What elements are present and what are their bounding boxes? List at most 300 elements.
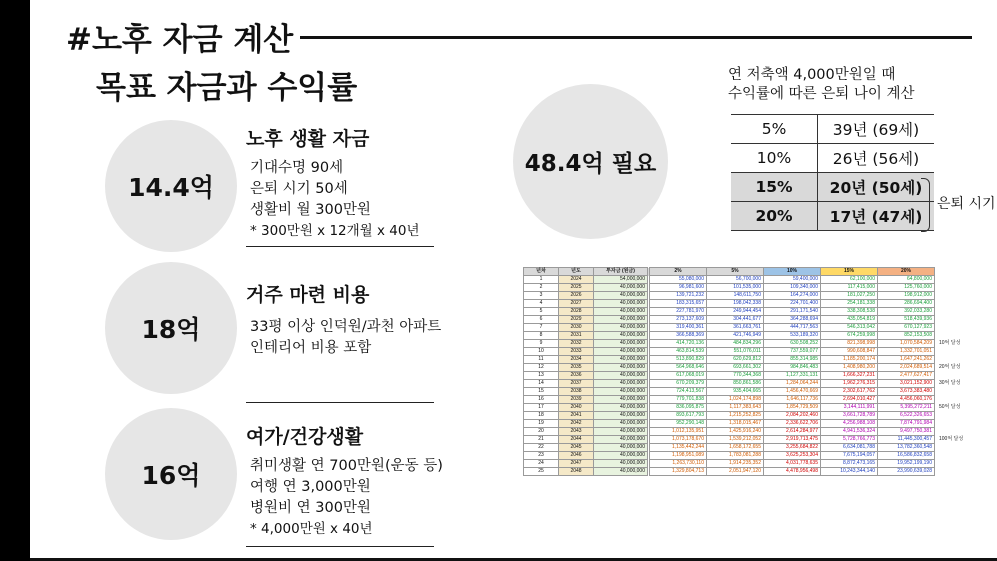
cell-principal: 54,000,000 (594, 276, 648, 284)
milestone-label (935, 396, 976, 404)
cell-year-index: 6 (524, 316, 559, 324)
cell-rate-15: 8,872,473,165 (821, 460, 878, 468)
sim-row (524, 452, 976, 460)
cell-rate-5: 1,024,174,898 (707, 396, 764, 404)
cell-rate-10: 2,919,713,475 (764, 436, 821, 444)
cell-rate-15: 5,728,766,773 (821, 436, 878, 444)
cell-rate-2: 724,413,567 (650, 388, 707, 396)
milestone-label (935, 372, 976, 380)
milestone-label (935, 452, 976, 460)
cell-rate-2: 273,137,609 (650, 316, 707, 324)
cell-rate-2: 564,968,646 (650, 364, 707, 372)
body-line: 인테리어 비용 포함 (250, 340, 372, 356)
cell-principal: 40,000,000 (594, 412, 648, 420)
header-rate-15: 15% (821, 268, 878, 276)
section-title-living: 노후 생활 자금 (246, 128, 370, 150)
sim-row (524, 316, 976, 324)
cell-rate-5: 1,117,383,643 (707, 404, 764, 412)
header-principal: 투자금 (원금) (594, 268, 648, 276)
sim-row (524, 332, 976, 340)
cell-rate-2: 893,617,793 (650, 412, 707, 420)
cell-year: 2027 (559, 300, 594, 308)
cell-rate-15: 6,634,081,788 (821, 444, 878, 452)
cell-rate-15: 7,675,194,057 (821, 452, 878, 460)
note-line: 연 저축액 4,000만원일 때 (728, 67, 896, 83)
cell-year-index: 8 (524, 332, 559, 340)
body-line: 생활비 월 300만원 (250, 202, 371, 218)
cell-rate-15: 4,256,988,108 (821, 420, 878, 428)
cell-year: 2038 (559, 388, 594, 396)
cell-rate-20: 7,874,791,984 (878, 420, 935, 428)
milestone-label (935, 444, 976, 452)
rate-cell: 5% (731, 115, 818, 144)
amount-circle-living (105, 120, 237, 252)
cell-rate-10: 1,456,470,669 (764, 388, 821, 396)
cell-year: 2039 (559, 396, 594, 404)
cell-rate-20: 2,024,689,514 (878, 364, 935, 372)
cell-rate-2: 55,080,000 (650, 276, 707, 284)
milestone-label: 100억 달성 (939, 436, 964, 442)
cell-rate-10: 1,854,729,509 (764, 404, 821, 412)
cell-rate-15: 181,027,250 (821, 292, 878, 300)
cell-year-index: 20 (524, 428, 559, 436)
cell-rate-5: 56,700,000 (707, 276, 764, 284)
milestone-label (935, 468, 976, 476)
cell-year: 2035 (559, 364, 594, 372)
cell-rate-5: 361,663,761 (707, 324, 764, 332)
rate-cell: 20% (731, 202, 818, 231)
milestone-label (935, 348, 976, 356)
cell-rate-5: 770,344,368 (707, 372, 764, 380)
cell-rate-5: 198,042,338 (707, 300, 764, 308)
cell-year-index: 22 (524, 444, 559, 452)
cell-rate-15: 4,941,536,324 (821, 428, 878, 436)
sim-row (524, 276, 976, 284)
milestone-label: 50억 달성 (939, 404, 961, 410)
milestone-label (935, 460, 976, 468)
cell-rate-10: 291,171,540 (764, 308, 821, 316)
sim-row (524, 436, 976, 444)
rate-cell: 10% (731, 144, 818, 173)
cell-principal: 40,000,000 (594, 404, 648, 412)
cell-rate-10: 3,255,684,822 (764, 444, 821, 452)
milestone-label (935, 420, 976, 428)
cell-rate-10: 3,625,253,304 (764, 452, 821, 460)
header-year-index: 년차 (524, 268, 559, 276)
sim-row (524, 300, 976, 308)
cell-rate-15: 2,694,010,427 (821, 396, 878, 404)
cell-rate-2: 1,012,135,951 (650, 428, 707, 436)
cell-rate-2: 139,721,232 (650, 292, 707, 300)
cell-rate-10: 533,189,320 (764, 332, 821, 340)
sim-row (524, 468, 976, 476)
cell-principal: 40,000,000 (594, 340, 648, 348)
age-cell: 20년 (50세) (818, 173, 935, 202)
cell-principal: 40,000,000 (594, 372, 648, 380)
cell-rate-5: 101,535,000 (707, 284, 764, 292)
cell-rate-2: 1,135,442,244 (650, 444, 707, 452)
cell-principal: 40,000,000 (594, 452, 648, 460)
body-line: * 300만원 x 12개월 x 40년 (250, 223, 420, 239)
milestone-label (935, 316, 976, 324)
retirement-brace (921, 178, 930, 232)
section-body-living (250, 158, 420, 242)
cell-rate-10: 1,284,064,244 (764, 380, 821, 388)
cell-year: 2042 (559, 420, 594, 428)
cell-year: 2036 (559, 372, 594, 380)
sim-row (524, 420, 976, 428)
sim-row (524, 348, 976, 356)
cell-rate-15: 3,144,111,991 (821, 404, 878, 412)
cell-principal: 40,000,000 (594, 436, 648, 444)
total-circle (513, 84, 668, 239)
sim-row (524, 308, 976, 316)
cell-year-index: 10 (524, 348, 559, 356)
cell-year: 2047 (559, 460, 594, 468)
cell-year: 2024 (559, 276, 594, 284)
body-line: 병원비 연 300만원 (250, 500, 371, 516)
sim-row (524, 356, 976, 364)
cell-rate-15: 62,100,000 (821, 276, 878, 284)
body-line: * 4,000만원 x 40년 (250, 521, 373, 537)
cell-rate-5: 1,658,172,655 (707, 444, 764, 452)
header-rate-20: 20% (878, 268, 935, 276)
cell-principal: 40,000,000 (594, 292, 648, 300)
sim-row (524, 364, 976, 372)
cell-rate-2: 96,981,600 (650, 284, 707, 292)
cell-rate-20: 1,070,584,209 (878, 340, 935, 348)
section-title-leisure: 여가/건강생활 (246, 426, 364, 448)
cell-principal: 40,000,000 (594, 356, 648, 364)
cell-year: 2046 (559, 452, 594, 460)
cell-year-index: 17 (524, 404, 559, 412)
cell-year: 2045 (559, 444, 594, 452)
cell-rate-15: 2,302,617,762 (821, 388, 878, 396)
cell-rate-10: 109,340,000 (764, 284, 821, 292)
return-row (731, 115, 934, 144)
body-line: 기대수명 90세 (250, 160, 344, 176)
cell-rate-15: 338,308,538 (821, 308, 878, 316)
sim-row (524, 396, 976, 404)
cell-rate-10: 984,846,483 (764, 364, 821, 372)
cell-rate-20: 286,694,400 (878, 300, 935, 308)
cell-rate-10: 855,314,985 (764, 356, 821, 364)
note-line: 수익률에 따른 은퇴 나이 계산 (728, 86, 915, 102)
cell-rate-5: 1,914,235,352 (707, 460, 764, 468)
retirement-label: 은퇴 시기 (937, 196, 996, 212)
cell-rate-5: 304,441,677 (707, 316, 764, 324)
cell-year: 2033 (559, 348, 594, 356)
cell-rate-2: 1,329,804,713 (650, 468, 707, 476)
sim-row (524, 460, 976, 468)
cell-principal: 40,000,000 (594, 420, 648, 428)
section-divider (246, 402, 434, 403)
cell-rate-15: 435,054,819 (821, 316, 878, 324)
cell-rate-20: 198,912,000 (878, 292, 935, 300)
cell-rate-10: 630,508,252 (764, 340, 821, 348)
cell-year: 2031 (559, 332, 594, 340)
cell-rate-2: 1,198,951,089 (650, 452, 707, 460)
cell-rate-2: 617,068,019 (650, 372, 707, 380)
cell-rate-20: 13,782,360,548 (878, 444, 935, 452)
milestone-label (935, 308, 976, 316)
simulation-table (523, 267, 976, 476)
total-amount: 48.4억 필요 (524, 151, 657, 177)
section-title-housing: 거주 마련 비용 (246, 284, 370, 306)
cell-rate-5: 1,215,252,825 (707, 412, 764, 420)
cell-year-index: 25 (524, 468, 559, 476)
cell-year: 2041 (559, 412, 594, 420)
cell-rate-10: 2,614,284,977 (764, 428, 821, 436)
cell-rate-10: 1,646,117,736 (764, 396, 821, 404)
cell-rate-2: 836,095,875 (650, 404, 707, 412)
amount-living: 14.4억 (128, 173, 214, 202)
cell-rate-5: 850,861,586 (707, 380, 764, 388)
cell-rate-2: 183,315,657 (650, 300, 707, 308)
cell-rate-10: 59,400,000 (764, 276, 821, 284)
cell-rate-2: 513,890,829 (650, 356, 707, 364)
milestone-label (935, 332, 976, 340)
return-row-highlight (731, 173, 934, 202)
milestone-label (935, 356, 976, 364)
milestone-label (935, 324, 976, 332)
cell-rate-20: 4,456,060,176 (878, 396, 935, 404)
cell-rate-5: 935,404,665 (707, 388, 764, 396)
cell-year-index: 1 (524, 276, 559, 284)
cell-rate-20: 5,395,272,211 (878, 404, 935, 412)
cell-rate-2: 1,073,178,670 (650, 436, 707, 444)
age-cell: 26년 (56세) (818, 144, 935, 173)
cell-rate-20: 11,445,300,457 (878, 436, 935, 444)
page-subtitle: 목표 자금과 수익률 (96, 70, 358, 106)
cell-year: 2043 (559, 428, 594, 436)
cell-rate-2: 414,720,136 (650, 340, 707, 348)
cell-rate-5: 620,629,812 (707, 356, 764, 364)
cell-rate-10: 4,478,956,498 (764, 468, 821, 476)
cell-rate-20: 64,800,000 (878, 276, 935, 284)
cell-rate-20: 9,497,750,381 (878, 428, 935, 436)
cell-rate-2: 366,588,369 (650, 332, 707, 340)
cell-rate-15: 1,962,276,315 (821, 380, 878, 388)
cell-rate-5: 249,944,454 (707, 308, 764, 316)
sim-header-row (524, 268, 976, 276)
cell-rate-10: 4,031,778,635 (764, 460, 821, 468)
cell-year-index: 12 (524, 364, 559, 372)
cell-principal: 40,000,000 (594, 428, 648, 436)
cell-rate-2: 779,701,838 (650, 396, 707, 404)
cell-rate-15: 546,313,042 (821, 324, 878, 332)
amount-leisure: 16억 (141, 461, 201, 490)
milestone-label: 20억 달성 (939, 364, 961, 370)
cell-rate-15: 254,181,338 (821, 300, 878, 308)
cell-rate-5: 1,783,081,288 (707, 452, 764, 460)
cell-year-index: 3 (524, 292, 559, 300)
cell-rate-15: 117,415,000 (821, 284, 878, 292)
title-underline (300, 36, 972, 39)
cell-year-index: 18 (524, 412, 559, 420)
cell-year: 2028 (559, 308, 594, 316)
cell-rate-5: 1,425,916,240 (707, 428, 764, 436)
cell-rate-2: 319,400,361 (650, 324, 707, 332)
cell-principal: 40,000,000 (594, 380, 648, 388)
cell-year-index: 7 (524, 324, 559, 332)
cell-rate-2: 952,290,148 (650, 420, 707, 428)
cell-principal: 40,000,000 (594, 332, 648, 340)
body-line: 취미생활 연 700만원(운동 등) (250, 458, 443, 474)
left-accent-bar (0, 0, 30, 561)
age-cell: 17년 (47세) (818, 202, 935, 231)
section-body-leisure (250, 456, 443, 540)
cell-principal: 40,000,000 (594, 396, 648, 404)
cell-year: 2034 (559, 356, 594, 364)
cell-year-index: 23 (524, 452, 559, 460)
body-line: 33평 이상 인덕원/과천 아파트 (250, 319, 442, 335)
cell-rate-20: 16,586,832,658 (878, 452, 935, 460)
cell-year-index: 2 (524, 284, 559, 292)
amount-circle-leisure (105, 408, 237, 540)
cell-rate-5: 1,539,212,052 (707, 436, 764, 444)
milestone-label: 30억 달성 (939, 380, 961, 386)
cell-rate-20: 392,033,280 (878, 308, 935, 316)
body-line: 여행 연 3,000만원 (250, 479, 371, 495)
body-line: 은퇴 시기 50세 (250, 181, 348, 197)
cell-year-index: 13 (524, 372, 559, 380)
cell-rate-10: 2,084,202,460 (764, 412, 821, 420)
cell-principal: 40,000,000 (594, 300, 648, 308)
cell-rate-20: 6,522,326,653 (878, 412, 935, 420)
amount-housing: 18억 (141, 315, 201, 344)
cell-rate-15: 1,408,980,200 (821, 364, 878, 372)
section-divider (246, 246, 434, 247)
cell-rate-10: 364,288,694 (764, 316, 821, 324)
cell-rate-5: 2,051,947,120 (707, 468, 764, 476)
cell-year-index: 16 (524, 396, 559, 404)
cell-rate-15: 1,185,200,174 (821, 356, 878, 364)
cell-rate-20: 19,952,199,190 (878, 460, 935, 468)
cell-rate-5: 148,611,750 (707, 292, 764, 300)
cell-principal: 40,000,000 (594, 324, 648, 332)
cell-rate-20: 670,127,923 (878, 324, 935, 332)
cell-rate-15: 821,398,998 (821, 340, 878, 348)
sim-row (524, 284, 976, 292)
cell-year: 2040 (559, 404, 594, 412)
retirement-note (728, 66, 915, 104)
sim-row (524, 428, 976, 436)
cell-year-index: 4 (524, 300, 559, 308)
cell-principal: 40,000,000 (594, 388, 648, 396)
cell-year: 2048 (559, 468, 594, 476)
cell-rate-20: 2,477,627,417 (878, 372, 935, 380)
sim-row (524, 388, 976, 396)
cell-year-index: 19 (524, 420, 559, 428)
cell-principal: 40,000,000 (594, 308, 648, 316)
sim-row (524, 404, 976, 412)
header-rate-10: 10% (764, 268, 821, 276)
cell-rate-20: 125,760,000 (878, 284, 935, 292)
cell-rate-10: 224,701,400 (764, 300, 821, 308)
cell-rate-20: 518,439,936 (878, 316, 935, 324)
cell-rate-20: 3,673,383,480 (878, 388, 935, 396)
milestone-label (935, 388, 976, 396)
cell-rate-2: 463,814,539 (650, 348, 707, 356)
sim-row (524, 380, 976, 388)
rate-cell: 15% (731, 173, 818, 202)
cell-rate-2: 670,209,379 (650, 380, 707, 388)
sim-row (524, 412, 976, 420)
cell-year-index: 14 (524, 380, 559, 388)
cell-year-index: 9 (524, 340, 559, 348)
cell-rate-5: 693,661,302 (707, 364, 764, 372)
cell-year: 2032 (559, 340, 594, 348)
return-row (731, 144, 934, 173)
milestone-label (935, 292, 976, 300)
milestone-label (935, 276, 976, 284)
cell-rate-15: 10,243,344,140 (821, 468, 878, 476)
milestone-label (935, 300, 976, 308)
cell-year: 2044 (559, 436, 594, 444)
cell-rate-15: 1,666,327,231 (821, 372, 878, 380)
cell-principal: 40,000,000 (594, 364, 648, 372)
cell-rate-10: 2,336,622,706 (764, 420, 821, 428)
cell-rate-5: 421,746,949 (707, 332, 764, 340)
milestone-label (935, 428, 976, 436)
cell-principal: 40,000,000 (594, 468, 648, 476)
cell-principal: 40,000,000 (594, 348, 648, 356)
section-body-housing (250, 317, 441, 359)
sim-row (524, 340, 976, 348)
cell-rate-10: 737,559,077 (764, 348, 821, 356)
amount-circle-housing (105, 262, 237, 394)
cell-year: 2025 (559, 284, 594, 292)
milestone-label: 10억 달성 (939, 340, 961, 346)
cell-year: 2026 (559, 292, 594, 300)
cell-rate-15: 3,661,728,789 (821, 412, 878, 420)
cell-principal: 40,000,000 (594, 460, 648, 468)
cell-year-index: 21 (524, 436, 559, 444)
header-year: 년도 (559, 268, 594, 276)
cell-year-index: 11 (524, 356, 559, 364)
cell-rate-20: 852,153,508 (878, 332, 935, 340)
age-cell: 39년 (69세) (818, 115, 935, 144)
cell-rate-20: 23,990,639,028 (878, 468, 935, 476)
cell-principal: 40,000,000 (594, 284, 648, 292)
milestone-label (935, 284, 976, 292)
sim-row (524, 372, 976, 380)
cell-rate-2: 1,263,730,110 (650, 460, 707, 468)
sim-row (524, 444, 976, 452)
return-row-highlight (731, 202, 934, 231)
cell-rate-10: 164,274,000 (764, 292, 821, 300)
cell-rate-10: 1,127,331,131 (764, 372, 821, 380)
cell-rate-5: 484,834,296 (707, 340, 764, 348)
cell-year: 2029 (559, 316, 594, 324)
cell-rate-10: 444,717,563 (764, 324, 821, 332)
cell-principal: 40,000,000 (594, 316, 648, 324)
cell-rate-5: 551,076,011 (707, 348, 764, 356)
cell-rate-15: 674,259,998 (821, 332, 878, 340)
header-rate-2: 2% (650, 268, 707, 276)
cell-rate-2: 227,781,970 (650, 308, 707, 316)
cell-rate-15: 990,608,847 (821, 348, 878, 356)
cell-year-index: 5 (524, 308, 559, 316)
cell-year: 2030 (559, 324, 594, 332)
cell-year-index: 24 (524, 460, 559, 468)
cell-rate-20: 1,332,701,051 (878, 348, 935, 356)
cell-principal: 40,000,000 (594, 444, 648, 452)
section-divider (246, 546, 434, 547)
cell-rate-20: 1,647,241,262 (878, 356, 935, 364)
sim-row (524, 324, 976, 332)
